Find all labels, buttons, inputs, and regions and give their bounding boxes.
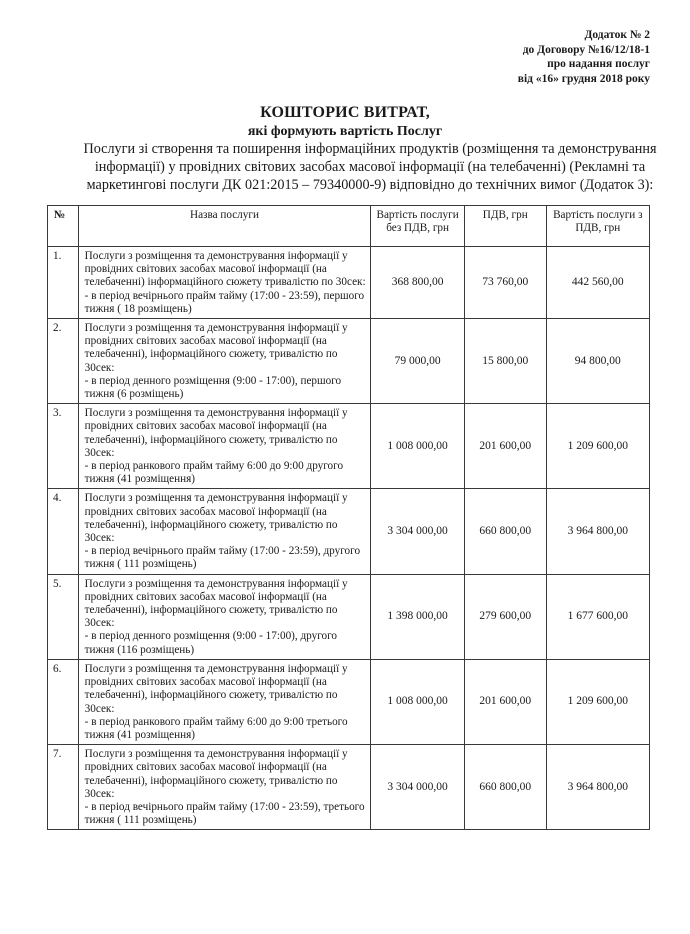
cost-estimate-table [47,205,650,830]
table-row [48,745,650,830]
service-period: - в період денного розміщення (9:00 - 17:00), другого тижня (116 розміщень) [84,630,338,656]
service-description: Послуги з розміщення та демонстрування інформації у провідних світових засобах масової інформації (на телебаченні), інформаційного сюжету, тривалістю по 30сек: [84,662,348,715]
row-vat: 201 600,00 [464,404,546,489]
table-header-row [48,206,650,247]
row-service-name [78,247,371,319]
service-period: - в період вечірнього прайм тайму (17:00 - 23:59), третього тижня ( 111 розміщень) [84,800,365,827]
document-title: КОШТОРИС ВИТРАТ, [260,104,430,121]
annex-number: Додаток № 2 [584,29,650,41]
row-vat: 660 800,00 [464,489,546,574]
table-row [48,659,650,744]
row-cost-without-vat: 368 800,00 [371,247,465,319]
row-cost-with-vat: 1 209 600,00 [546,404,649,489]
service-description: Послуги з розміщення та демонстрування інформації у провідних світових засобах масової інформації (на телебаченні), інформаційного сюжету, тривалістю по 30сек: [84,407,348,459]
header-service-name: Назва послуги [78,206,371,247]
row-cost-without-vat: 1 008 000,00 [371,404,465,489]
row-cost-with-vat: 94 800,00 [546,319,649,404]
row-cost-without-vat: 3 304 000,00 [371,745,465,830]
service-description: Послуги з розміщення та демонстрування інформації у провідних світових засобах масової інформації (на телебаченні), інформаційного сюжету, тривалістю по 30сек: [84,492,348,545]
row-vat: 660 800,00 [464,745,546,830]
row-service-name [78,574,371,659]
annex-contract-ref: до Договору №16/12/18-1 [522,43,650,56]
table-row [48,319,650,404]
table-row [48,489,650,574]
row-vat: 201 600,00 [464,659,546,744]
annex-header [518,28,650,86]
row-service-name [78,489,371,574]
row-service-name [78,404,371,489]
service-period: - в період ранкового прайм тайму 6:00 до 9:00 третього тижня (41 розміщення) [84,715,348,741]
row-cost-without-vat: 79 000,00 [371,319,465,404]
row-vat: 279 600,00 [464,574,546,659]
row-cost-with-vat: 1 209 600,00 [546,659,649,744]
service-description: Послуги з розміщення та демонстрування інформації у провідних світових засобах масової інформації (на телебаченні), інформаційного сюжету, тривалістю по 30сек: [84,577,348,630]
row-cost-without-vat: 1 008 000,00 [371,659,465,744]
service-period: - в період вечірнього прайм тайму (17:00 - 23:59), першого тижня ( 18 розміщень) [84,289,365,315]
table-row [48,247,650,319]
row-number: 4. [48,489,79,574]
row-cost-with-vat: 1 677 600,00 [546,574,649,659]
row-service-name [78,659,371,744]
row-vat: 73 760,00 [464,247,546,319]
service-period: - в період вечірнього прайм тайму (17:00 - 23:59), другого тижня ( 111 розміщень) [84,545,361,571]
header-vat: ПДВ, грн [464,206,546,247]
row-cost-without-vat: 1 398 000,00 [371,574,465,659]
row-vat: 15 800,00 [464,319,546,404]
service-description: Послуги з розміщення та демонстрування інформації у провідних світових засобах масової інформації (на телебаченні), інформаційного сюжету, тривалістю по 30сек: [84,322,348,374]
row-cost-without-vat: 3 304 000,00 [371,489,465,574]
row-cost-with-vat: 3 964 800,00 [546,489,649,574]
header-number: № [48,206,79,247]
row-number: 3. [48,404,79,489]
row-number: 1. [48,247,79,319]
row-number: 6. [48,659,79,744]
header-cost-without-vat: Вартість послуги без ПДВ, грн [371,206,465,247]
service-description: Послуги з розміщення та демонстрування інформації у провідних світових засобах масової інформації (на телебаченні), інформаційного сюжету, тривалістю по 30сек: [84,748,348,800]
row-number: 2. [48,319,79,404]
service-period: - в період ранкового прайм тайму 6:00 до 9:00 другого тижня (41 розміщення) [84,460,344,486]
service-description: Послуги з розміщення та демонстрування інформації у провідних світових засобах масової інформації (на телебаченні) інформаційного сюжету тривалістю по 30сек: [84,250,366,289]
table-row [48,574,650,659]
row-service-name [78,745,371,830]
row-cost-with-vat: 3 964 800,00 [546,745,649,830]
row-number: 7. [48,745,79,830]
table-row [48,404,650,489]
intro-paragraph: Послуги зі створення та поширення інформаційних продуктів (розміщення та демонстрування інформації) у провідних світових засобах масової інформації (на телебаченні) (Рекламні та маркетингові послуги ДК 021:2015 – 79340000-9) відповідно до технічних вимог (Додаток 3): [83,141,657,193]
annex-contract-date: від «16» грудня 2018 року [517,72,650,85]
document-subtitle: які формують вартість Послуг [247,124,443,139]
row-service-name [78,319,371,404]
service-period: - в період денного розміщення (9:00 - 17:00), першого тижня (6 розміщень) [84,374,342,401]
header-cost-with-vat: Вартість послуги з ПДВ, грн [546,206,649,247]
row-number: 5. [48,574,79,659]
annex-contract-subject: про надання послуг [547,58,650,70]
row-cost-with-vat: 442 560,00 [546,247,649,319]
